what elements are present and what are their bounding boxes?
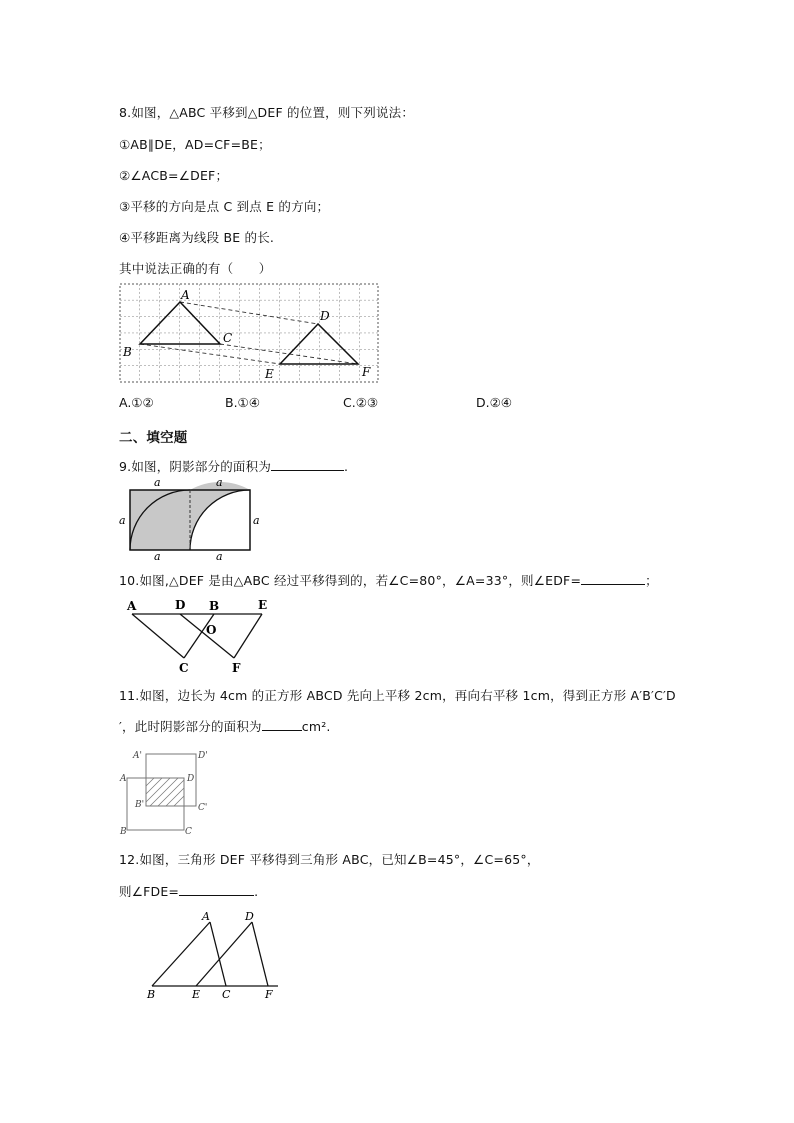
q12-label-A: A	[202, 910, 210, 923]
q8-statement-2: ②∠ACB=∠DEF；	[119, 168, 229, 183]
q8-label-C: C	[223, 331, 233, 345]
q10-label-C: C	[179, 661, 189, 675]
q9-label-top-left: a	[154, 476, 161, 489]
q12-line-2	[119, 882, 258, 900]
q11-label-C: C	[185, 827, 192, 837]
q9-label-top-right: a	[216, 476, 223, 489]
section-heading: 二、填空题	[119, 430, 188, 446]
q10-label-F: F	[232, 661, 241, 675]
q10-end: ；	[645, 573, 658, 588]
q10-stem: 10.如图,△DEF 是由△ABC 经过平移得到的，若∠C=80°，∠A=33°，则∠EDF=	[119, 573, 582, 588]
q9-label-bottom-left: a	[154, 550, 161, 563]
q9-end: .	[344, 459, 349, 474]
q11-label-D: D	[187, 774, 195, 784]
q9-figure	[114, 476, 264, 563]
q8-figure	[118, 282, 380, 386]
q8-label-F: F	[362, 365, 371, 379]
q11-line-2-prefix: ′，此时阴影部分的面积为	[119, 719, 262, 734]
q12-line-2-text: 则∠FDE=	[119, 884, 180, 899]
q9-text	[119, 457, 348, 475]
q12-label-D: D	[245, 910, 254, 923]
q11-label-A: A	[120, 774, 127, 784]
q12-label-E: E	[192, 988, 201, 1001]
q11-line-1: 11.如图，边长为 4cm 的正方形 ABCD 先向上平移 2cm，再向右平移 1cm，得到正方形 A′B′C′D	[119, 688, 676, 703]
q9-label-left: a	[119, 514, 126, 527]
q9-answer-blank	[271, 458, 344, 471]
q8-grid	[120, 284, 378, 382]
q11-label-A-prime: A'	[133, 751, 142, 761]
q8-statement-3: ③平移的方向是点 C 到点 E 的方向；	[119, 199, 330, 214]
q10-label-E: E	[258, 598, 268, 612]
q9-label-bottom-right: a	[216, 550, 223, 563]
q12-side-DF	[252, 922, 268, 986]
q12-line-1: 12.如图，三角形 DEF 平移得到三角形 ABC，已知∠B=45°，∠C=65°，	[119, 852, 540, 867]
q8-label-B: B	[123, 345, 132, 359]
q10-answer-blank	[581, 572, 645, 585]
q8-statement-1: ①AB∥DE，AD=CF=BE；	[119, 137, 271, 152]
q11-label-B: B	[120, 827, 127, 837]
q11-line-2-suffix: cm².	[301, 719, 331, 734]
q10-line-FE	[234, 614, 262, 658]
q11-label-D-prime: D'	[198, 751, 208, 761]
q12-answer-blank	[179, 883, 254, 896]
q12-end: .	[254, 884, 259, 899]
q10-label-B: B	[209, 599, 220, 613]
q11-figure	[119, 746, 215, 838]
q12-label-C: C	[222, 988, 231, 1001]
q8-label-E: E	[265, 367, 274, 381]
q10-line-AC	[132, 614, 184, 658]
q10-figure	[124, 596, 274, 676]
q8-option-d: D.②④	[476, 395, 513, 410]
q8-option-c: C.②③	[343, 395, 379, 410]
q8-option-a: A.①②	[119, 395, 154, 410]
q8-stem: 8.如图，△ABC 平移到△DEF 的位置，则下列说法：	[119, 105, 415, 120]
q12-label-F: F	[265, 988, 273, 1001]
q11-line-2	[119, 717, 331, 735]
q9-label-right: a	[253, 514, 260, 527]
q10-label-D: D	[175, 598, 186, 612]
q12-figure	[140, 908, 290, 1000]
q10-label-A: A	[127, 599, 137, 613]
q11-answer-blank	[262, 718, 302, 731]
q10-label-O: O	[206, 623, 217, 637]
q11-label-B-prime: B'	[135, 800, 145, 810]
q10-text	[119, 571, 658, 589]
q9-shaded-right	[190, 482, 250, 550]
q8-ask: 其中说法正确的有（ ）	[119, 261, 272, 276]
q8-label-A: A	[181, 288, 190, 302]
q12-side-BA	[152, 922, 210, 986]
q8-label-D: D	[320, 309, 330, 323]
q12-label-B: B	[147, 988, 156, 1001]
q9-stem: 9.如图，阴影部分的面积为	[119, 459, 272, 474]
q8-option-b: B.①④	[225, 395, 260, 410]
q8-statement-4: ④平移距离为线段 BE 的长.	[119, 230, 275, 245]
q11-label-C-prime: C'	[198, 803, 208, 813]
